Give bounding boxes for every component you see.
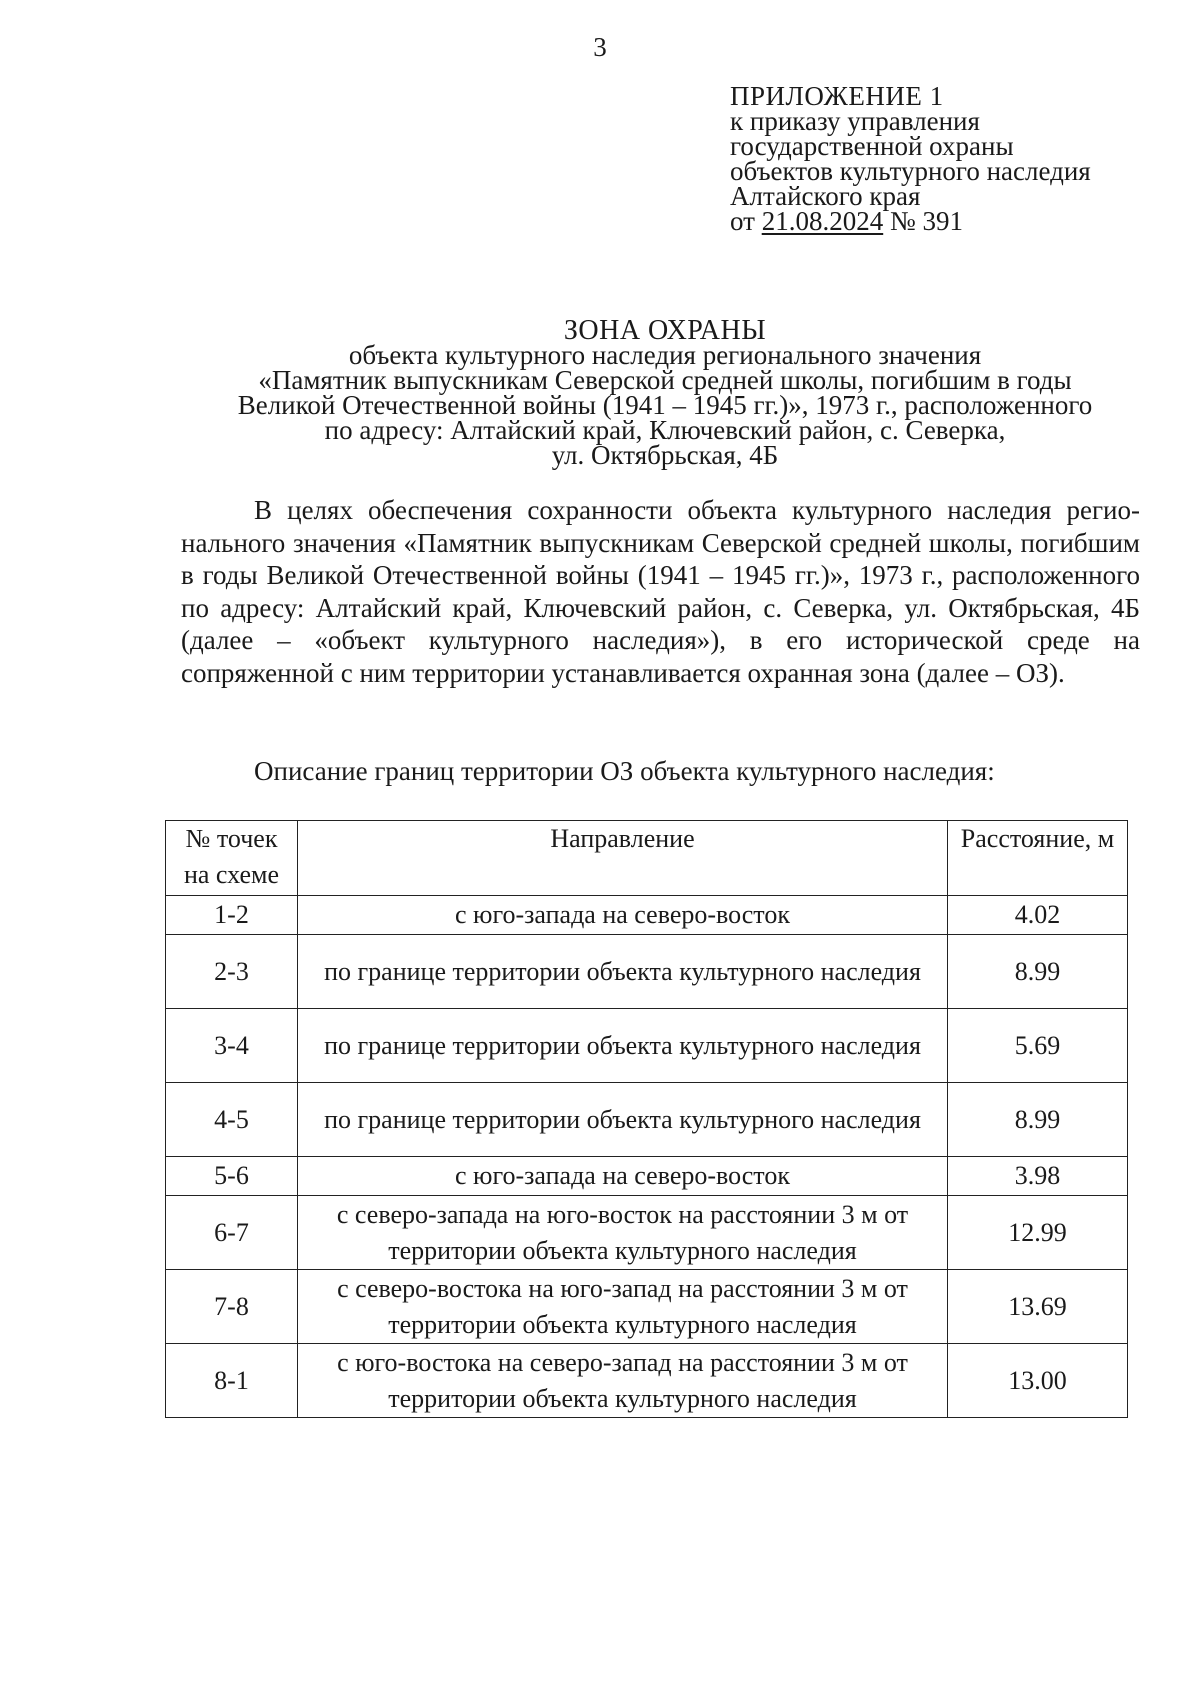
cell-direction: с юго-востока на северо-запад на расстоянии 3 м от территории объекта культурного наследия bbox=[298, 1344, 948, 1418]
heading-title: ЗОНА ОХРАНЫ bbox=[563, 315, 767, 346]
appendix-line: государственной охраны bbox=[730, 131, 1014, 161]
intro-section bbox=[181, 494, 1140, 689]
cell-direction: с северо-запада на юго-восток на расстоянии 3 м от территории объекта культурного наследия bbox=[298, 1196, 948, 1270]
cell-points: 6-7 bbox=[166, 1196, 298, 1270]
header-direction-label: Направление bbox=[550, 824, 695, 853]
header-distance-label: Расстояние, м bbox=[960, 824, 1115, 853]
header-points bbox=[166, 821, 298, 896]
heading-line: по адресу: Алтайский край, Ключевский район, с. Северка, bbox=[324, 415, 1006, 445]
boundaries-table bbox=[165, 820, 1128, 1418]
appendix-number: № 391 bbox=[883, 206, 963, 236]
table-row bbox=[166, 935, 1128, 1009]
cell-distance: 12.99 bbox=[948, 1196, 1128, 1270]
cell-distance: 4.02 bbox=[948, 896, 1128, 935]
cell-distance: 8.99 bbox=[948, 935, 1128, 1009]
table-caption: Описание границ территории ОЗ объекта культурного наследия: bbox=[254, 756, 995, 786]
heading-line: объекта культурного наследия регионального значения bbox=[348, 340, 982, 370]
cell-direction: с юго-запада на северо-восток bbox=[298, 896, 948, 935]
header-distance bbox=[948, 821, 1128, 896]
cell-points: 1-2 bbox=[166, 896, 298, 935]
header-direction bbox=[298, 821, 948, 896]
appendix-title: ПРИЛОЖЕНИЕ 1 bbox=[730, 81, 944, 111]
cell-points: 8-1 bbox=[166, 1344, 298, 1418]
cell-points: 4-5 bbox=[166, 1083, 298, 1157]
table-row bbox=[166, 1157, 1128, 1196]
table-row bbox=[166, 1270, 1128, 1344]
cell-distance: 13.00 bbox=[948, 1344, 1128, 1418]
cell-distance: 3.98 bbox=[948, 1157, 1128, 1196]
cell-direction: с северо-востока на юго-запад на расстоянии 3 м от территории объекта культурного наследия bbox=[298, 1270, 948, 1344]
cell-points: 7-8 bbox=[166, 1270, 298, 1344]
cell-direction: по границе территории объекта культурного наследия bbox=[298, 1083, 948, 1157]
table-header-row bbox=[166, 821, 1128, 896]
cell-distance: 13.69 bbox=[948, 1270, 1128, 1344]
appendix-line: к приказу управления bbox=[730, 106, 980, 136]
appendix-line: объектов культурного наследия bbox=[730, 156, 1091, 186]
table-row bbox=[166, 1344, 1128, 1418]
cell-points: 5-6 bbox=[166, 1157, 298, 1196]
appendix-line: Алтайского края bbox=[730, 181, 921, 211]
page-number: 3 bbox=[593, 32, 607, 62]
cell-distance: 8.99 bbox=[948, 1083, 1128, 1157]
table-row bbox=[166, 1083, 1128, 1157]
table-row bbox=[166, 1196, 1128, 1270]
document-heading bbox=[200, 315, 1130, 470]
cell-points: 3-4 bbox=[166, 1009, 298, 1083]
heading-line: ул. Октябрьская, 4Б bbox=[551, 440, 779, 470]
cell-points: 2-3 bbox=[166, 935, 298, 1009]
heading-line: Великой Отечественной войны (1941 – 1945 гг.)», 1973 г., расположенного bbox=[237, 390, 1093, 420]
appendix-block bbox=[730, 81, 1170, 236]
cell-direction: по границе территории объекта культурного наследия bbox=[298, 1009, 948, 1083]
cell-distance: 5.69 bbox=[948, 1009, 1128, 1083]
table-row bbox=[166, 896, 1128, 935]
cell-direction: с юго-запада на северо-восток bbox=[298, 1157, 948, 1196]
appendix-date-prefix: от bbox=[730, 206, 762, 236]
table-row bbox=[166, 1009, 1128, 1083]
intro-paragraph: В целях обеспечения сохранности объекта культурного наследия регионального значения «Памятник выпускникам Северской средней школы, погибшим в годы Великой Отечественной войны (1941 – 1945 гг.)», 1973 г., расположенного по адресу: Алтайский край, Ключевский район, с. Северка, ул. Октябрьская, 4Б (далее – «объект культурного наследия»), в его исторической среде на сопряженной с ним территории устанавливается охранная зона (далее – ОЗ). bbox=[181, 495, 1140, 688]
appendix-date-line bbox=[730, 206, 1170, 236]
heading-line: «Памятник выпускникам Северской средней школы, погибшим в годы bbox=[258, 365, 1072, 395]
header-points-label: № точек на схеме bbox=[183, 824, 280, 889]
appendix-date: 21.08.2024 bbox=[761, 206, 884, 236]
cell-direction: по границе территории объекта культурного наследия bbox=[298, 935, 948, 1009]
